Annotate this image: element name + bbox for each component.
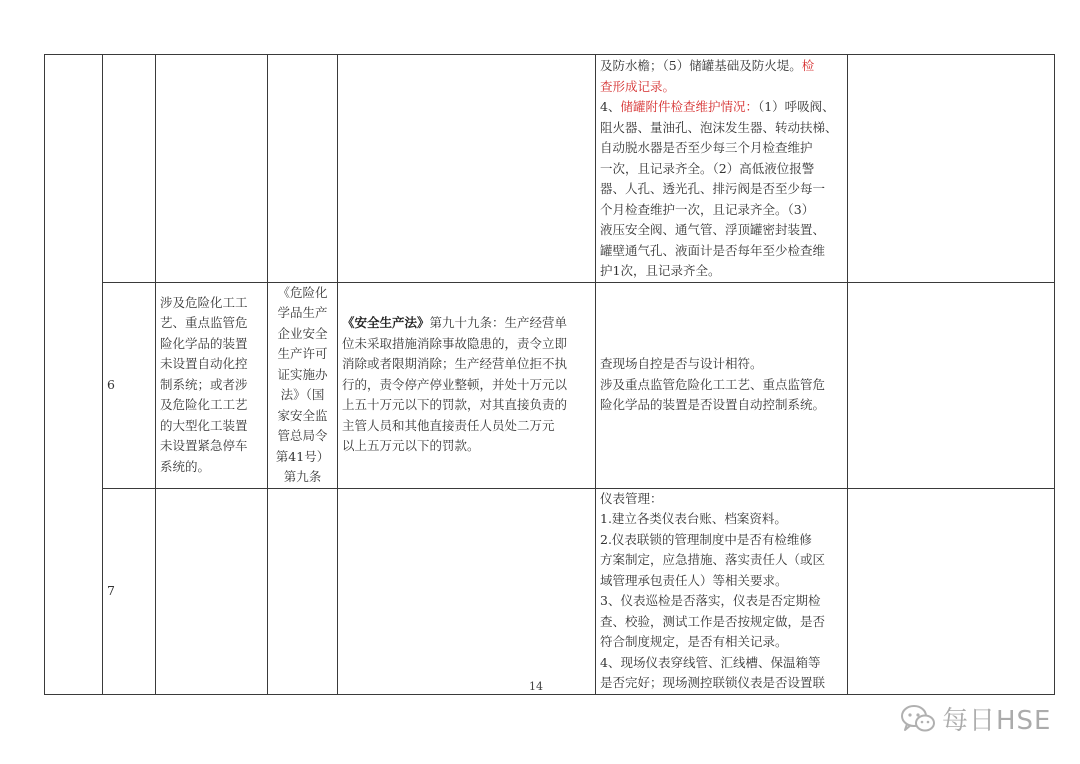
text-line: 险化学品的装置是否设置自动控制系统。: [600, 397, 826, 413]
text-segment: 个月检查维护一次，且记录齐全。（3）: [600, 201, 815, 217]
text-line: 学品生产: [277, 305, 328, 320]
regulation-basis: [268, 282, 338, 488]
text-line: 4、现场仪表穿线管、汇线槽、保温箱等: [600, 654, 821, 670]
regulation-basis-cell: [268, 488, 338, 694]
text-line: 第41号）: [275, 448, 330, 464]
text-segment: （1）呼吸阀、: [757, 99, 835, 114]
text-line: 证实施办: [277, 366, 328, 382]
text-line: 位未采取措施消除事故隐患的，责令立即: [342, 335, 568, 351]
col-category-cell: [45, 55, 103, 695]
text-line: 1.建立各类仪表台账、档案资料。: [600, 511, 787, 526]
table-row-5-continued: [45, 55, 1055, 283]
text-line: 主管人员和其他直接责任人员处二万元: [342, 417, 555, 433]
text-segment: 罐壁通气孔、液面计是否每年至少检查维: [600, 242, 826, 258]
law-first-line: 第九十九条：生产经营单: [429, 315, 568, 331]
text-segment: 器、人孔、透光孔、排污阀是否至少每一: [600, 181, 826, 196]
remarks-cell: [848, 488, 1055, 694]
text-line: 险化学品的装置: [160, 335, 248, 351]
text-line: 《危险化: [277, 284, 328, 300]
text-line: 是否完好；现场测控联锁仪表是否设置联: [600, 675, 826, 690]
text-line: [600, 118, 843, 139]
text-line: 及危险化工工艺: [160, 397, 248, 413]
text-segment: 及防水檐；（5）储罐基础及防火堤。: [600, 58, 802, 73]
text-line: [600, 97, 843, 118]
remarks-cell: [848, 282, 1055, 488]
watermark: [900, 700, 1051, 737]
text-segment: 阻火器、量油孔、泡沫发生器、转动扶梯、: [600, 119, 838, 135]
check-content-cell: [596, 55, 848, 283]
text-segment: 4、: [600, 99, 621, 114]
hazard-description-cell: [156, 488, 268, 694]
text-line: 2.仪表联锁的管理制度中是否有检维修: [600, 531, 812, 547]
text-line: 家安全监: [277, 407, 328, 423]
table-row-6: [45, 282, 1055, 488]
text-line: 未设置自动化控: [160, 356, 248, 372]
highlight-text: 储罐附件检查维护情况：: [620, 99, 758, 114]
text-segment: 自动脱水器是否至少每三个月检查维护: [600, 140, 813, 155]
text-line: [600, 261, 843, 282]
text-line: [600, 179, 843, 200]
text-line: 查、校验，测试工作是否按规定做，是否: [600, 613, 826, 629]
wechat-icon: [900, 704, 936, 734]
text-line: 符合制度规定，是否有相关记录。: [600, 634, 788, 649]
text-line: [600, 77, 843, 98]
text-line: [600, 220, 843, 241]
text-line: 系统的。: [160, 458, 211, 474]
check-content: [596, 488, 848, 694]
hazard-description-cell: [156, 55, 268, 283]
row-number: 7: [103, 488, 156, 694]
text-segment: 液压安全阀、通气管、浮顶罐密封装置、: [600, 222, 826, 237]
law-title: 《安全生产法》: [342, 315, 430, 331]
text-line: 域管理承包责任人）等相关要求。: [600, 572, 788, 588]
hazard-checklist-table: [44, 54, 1055, 695]
text-line: 上五十万元以下的罚款，对其直接负责的: [342, 397, 568, 413]
text-line: 艺、重点监管危: [160, 315, 248, 331]
text-line: 未设置紧急停车: [160, 438, 248, 454]
text-line: 方案制定，应急措施、落实责任人（或区: [600, 552, 826, 567]
text-line: 制系统；或者涉: [160, 376, 248, 392]
text-line: 涉及危险化工工: [160, 294, 248, 310]
text-line: [600, 138, 843, 159]
regulation-basis-cell: [268, 55, 338, 283]
text-line: 法》（国: [280, 387, 325, 402]
text-line: 管总局令: [277, 428, 328, 443]
text-line: 消除或者限期消除；生产经营单位拒不执: [342, 356, 568, 372]
page-number: 14: [529, 680, 543, 693]
highlight-text: 查形成记录。: [600, 78, 676, 94]
table-row-7: [45, 488, 1055, 694]
text-line: 涉及重点监管危险化工工艺、重点监管危: [600, 376, 826, 392]
penalty-law-cell: [338, 55, 596, 283]
check-content: [596, 282, 848, 488]
text-line: 查现场自控是否与设计相符。: [600, 356, 763, 372]
text-line: [600, 200, 843, 221]
text-line: [600, 56, 843, 77]
row-number: 6: [103, 282, 156, 488]
text-line: 第九条: [283, 469, 322, 484]
check-content-lines: [600, 56, 843, 282]
hazard-description: [156, 282, 268, 488]
remarks-cell: [848, 55, 1055, 283]
text-line: [342, 313, 591, 334]
text-segment: 护1次，且记录齐全。: [600, 263, 721, 278]
text-line: 企业安全: [277, 325, 328, 341]
text-line: 仪表管理：: [600, 490, 663, 506]
text-segment: 一次，且记录齐全。（2）高低液位报警: [600, 160, 815, 176]
highlight-text: 检: [801, 58, 815, 73]
watermark-text: 每日HSE: [942, 706, 1052, 736]
penalty-law-cell: [338, 488, 596, 694]
text-line: 3、仪表巡检是否落实，仪表是否定期检: [600, 593, 821, 608]
text-line: 以上五万元以下的罚款。: [342, 438, 480, 454]
text-line: [600, 241, 843, 262]
penalty-law: [338, 282, 596, 488]
text-line: 的大型化工装置: [160, 417, 248, 433]
text-line: 生产许可: [277, 346, 328, 361]
row-number-cell: [103, 55, 156, 283]
text-line: [600, 159, 843, 180]
text-line: 行的，责令停产停业整顿，并处十万元以: [342, 376, 568, 392]
